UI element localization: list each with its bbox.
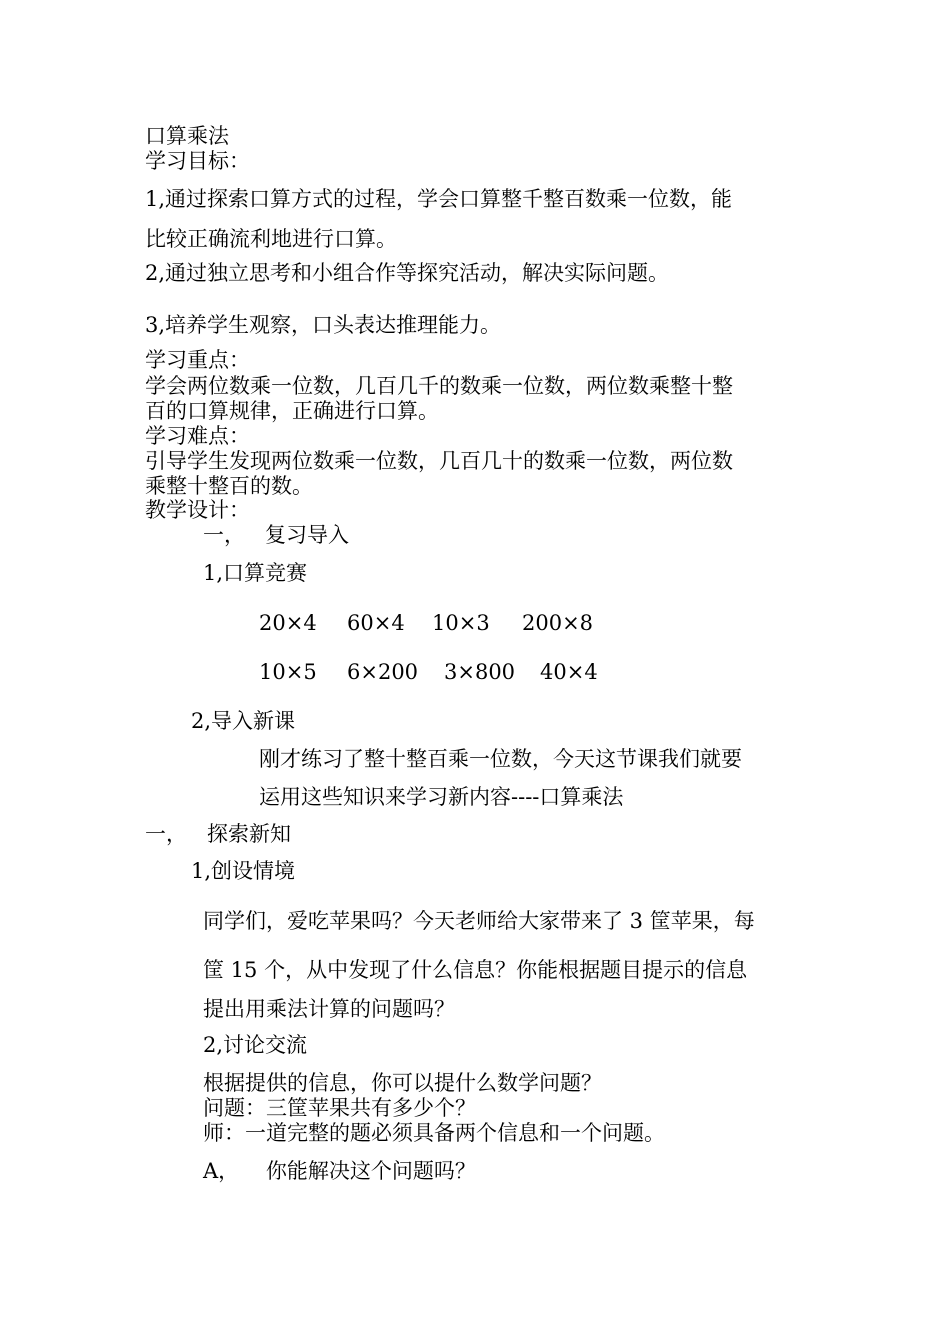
difficult-line-2: 乘整十整百的数。	[145, 474, 313, 498]
oral-calc-expr: 3×800	[444, 660, 516, 684]
oral-calc-expr: 10×5	[259, 660, 317, 684]
goal-1-line-1: 1,通过探索口算方式的过程，学会口算整千整百数乘一位数，能	[145, 187, 733, 211]
scene-line-1: 同学们，爱吃苹果吗？今天老师给大家带来了 3 筐苹果，每	[203, 909, 755, 933]
section-2-item-2: 2,讨论交流	[203, 1033, 308, 1057]
design-heading: 教学设计：	[145, 498, 250, 522]
doc-title: 口算乘法	[145, 124, 229, 148]
key-heading: 学习重点：	[145, 348, 250, 372]
oral-calc-expr: 60×4	[347, 611, 405, 635]
oral-calc-expr: 6×200	[347, 660, 419, 684]
key-line-2: 百的口算规律，正确进行口算。	[145, 399, 439, 423]
scene-line-3: 提出用乘法计算的问题吗？	[203, 997, 455, 1021]
scene-line-2: 筐 15 个，从中发现了什么信息？你能根据题目提示的信息	[203, 958, 748, 982]
goal-3: 3,培养学生观察，口头表达推理能力。	[145, 313, 502, 337]
discussion-line-1: 根据提供的信息，你可以提什么数学问题？	[203, 1071, 602, 1095]
intro-line-2: 运用这些知识来学习新内容----口算乘法	[259, 785, 624, 809]
discussion-line-3: 师：一道完整的题必须具备两个信息和一个问题。	[203, 1121, 665, 1145]
intro-line-1: 刚才练习了整十整百乘一位数，今天这节课我们就要	[259, 747, 742, 771]
key-line-1: 学会两位数乘一位数，几百几千的数乘一位数，两位数乘整十整	[145, 374, 733, 398]
difficult-heading: 学习难点：	[145, 424, 250, 448]
goals-heading: 学习目标：	[145, 149, 250, 173]
section-2-title: 一， 探索新知	[145, 822, 292, 846]
oral-calc-expr: 200×8	[522, 611, 594, 635]
section-1-title: 一， 复习导入	[203, 523, 350, 547]
discussion-line-2: 问题：三筐苹果共有多少个？	[203, 1096, 476, 1120]
oral-calc-expr: 10×3	[432, 611, 490, 635]
goal-1-line-2: 比较正确流利地进行口算。	[145, 227, 397, 251]
goal-2: 2,通过独立思考和小组合作等探究活动，解决实际问题。	[145, 261, 670, 285]
question-a: A， 你能解决这个问题吗？	[203, 1159, 476, 1183]
difficult-line-1: 引导学生发现两位数乘一位数，几百几十的数乘一位数，两位数	[145, 449, 733, 473]
oral-calc-expr: 40×4	[540, 660, 598, 684]
oral-calc-expr: 20×4	[259, 611, 317, 635]
section-2-item-1: 1,创设情境	[191, 859, 296, 883]
section-1-item-2: 2,导入新课	[191, 709, 296, 733]
section-1-item-1: 1,口算竞赛	[203, 561, 308, 585]
